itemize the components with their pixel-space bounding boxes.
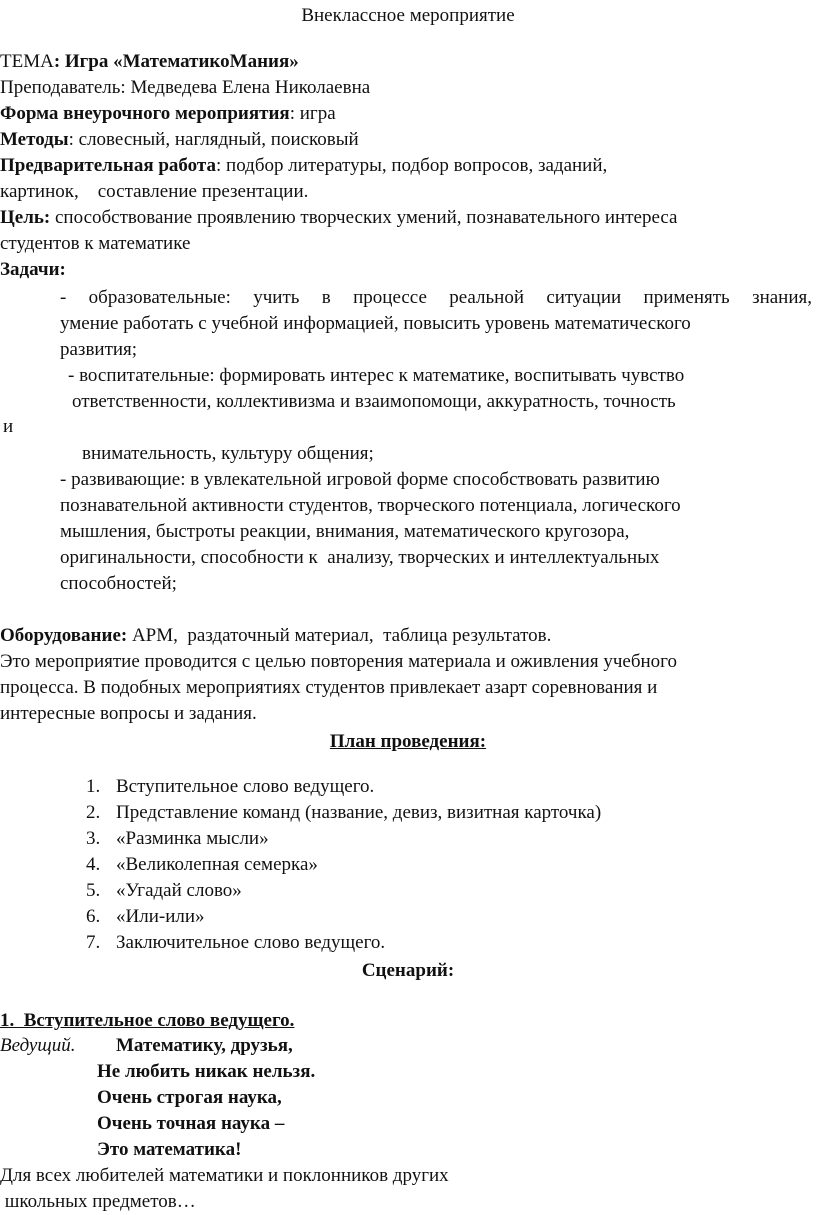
poem-line-text: Очень строгая наука, <box>97 1087 282 1108</box>
methods-label: Методы <box>0 129 69 150</box>
plan-item-text: «Угадай слово» <box>116 880 242 901</box>
plan-item-text: «Великолепная семерка» <box>116 854 318 875</box>
plan-title <box>0 729 816 755</box>
scenario-title-text: Сценарий: <box>361 960 455 981</box>
scenario-title <box>0 958 816 984</box>
closing-line-2: школьных предметов… <box>0 1191 196 1212</box>
plan-item <box>86 800 601 826</box>
equipment-value: АРМ, раздаточный материал, таблица результатов. <box>127 625 552 646</box>
goal-continued: студентов к математике <box>0 233 191 254</box>
preparation-value: : подбор литературы, подбор вопросов, заданий, <box>216 155 608 176</box>
plan-item-number: 3. <box>86 828 101 849</box>
goal-value: способствование проявлению творческих умений, познавательного интереса <box>50 207 678 228</box>
poem-line <box>97 1111 284 1137</box>
poem-line <box>97 1059 315 1085</box>
plan-item-text: Представление команд (название, девиз, визитная карточка) <box>116 802 602 823</box>
intro-paragraph-line-2: процесса. В подобных мероприятиях студентов привлекает азарт соревнования и <box>0 677 658 698</box>
form-label: Форма внеурочного мероприятия <box>0 103 290 124</box>
plan-item <box>86 774 374 800</box>
task-developing-line-4: оригинальности, способности к анализу, творческих и интеллектуальных <box>60 547 660 568</box>
task-educational-line-3: развития; <box>60 339 138 360</box>
plan-item-number: 1. <box>86 776 101 797</box>
topic-value: : Игра «МатематикоМания» <box>53 51 299 72</box>
poem-line-text: Математику, друзья, <box>116 1035 293 1056</box>
plan-item-text: «Разминка мысли» <box>116 828 269 849</box>
poem-line-text: Это математика! <box>97 1139 242 1160</box>
host-label-text: Ведущий. <box>0 1035 76 1056</box>
closing-line-1: Для всех любителей математики и поклонников других <box>0 1165 449 1186</box>
plan-title-text: План проведения: <box>329 731 487 752</box>
intro-paragraph-line-1: Это мероприятие проводится с целью повторения материала и оживления учебного <box>0 651 677 672</box>
host-label <box>0 1033 75 1059</box>
equipment-label: Оборудование: <box>0 625 128 646</box>
section-1-title-text: 1. Вступительное слово ведущего. <box>0 1010 295 1031</box>
tasks-heading <box>0 257 66 283</box>
task-upbringing-line-4: внимательность, культуру общения; <box>82 443 374 464</box>
form-line <box>0 101 336 127</box>
plan-item-text: Вступительное слово ведущего. <box>116 776 375 797</box>
plan-item-number: 5. <box>86 880 101 901</box>
task-upbringing-line-3: и <box>3 416 14 437</box>
intro-paragraph-line-3: интересные вопросы и задания. <box>0 703 257 724</box>
poem-line-text: Не любить никак нельзя. <box>97 1061 316 1082</box>
teacher-line: Преподаватель: Медведева Елена Николаевна <box>0 77 371 98</box>
poem-line <box>97 1137 241 1163</box>
section-1-title <box>0 1008 294 1034</box>
plan-item-number: 4. <box>86 854 101 875</box>
plan-item-number: 7. <box>86 932 101 953</box>
form-value: : игра <box>289 103 336 124</box>
task-developing-line-1: - развивающие: в увлекательной игровой форме способствовать развитию <box>60 469 660 490</box>
task-developing-line-3: мышления, быстроты реакции, внимания, математического кругозора, <box>60 521 630 542</box>
task-upbringing-line-2: ответственности, коллективизма и взаимопомощи, аккуратность, точность <box>72 391 676 412</box>
plan-item-text: «Или-или» <box>116 906 205 927</box>
preparation-label: Предварительная работа <box>0 155 216 176</box>
plan-item <box>86 826 269 852</box>
equipment-line <box>0 623 551 649</box>
topic-label: ТЕМА <box>0 51 54 72</box>
task-educational-line-2: умение работать с учебной информацией, повысить уровень математического <box>60 313 691 334</box>
plan-item <box>86 930 385 956</box>
tasks-label: Задачи: <box>0 259 66 280</box>
task-developing-line-2: познавательной активности студентов, творческого потенциала, логического <box>60 495 681 516</box>
methods-value: : словесный, наглядный, поисковый <box>68 129 359 150</box>
preparation-line <box>0 153 607 179</box>
poem-line <box>97 1085 282 1111</box>
goal-label: Цель: <box>0 207 51 228</box>
task-developing-line-5: способностей; <box>60 573 177 594</box>
plan-item <box>86 904 205 930</box>
plan-item-number: 2. <box>86 802 101 823</box>
topic-line <box>0 49 299 75</box>
goal-line <box>0 205 677 231</box>
task-upbringing-line-1: - воспитательные: формировать интерес к математике, воспитывать чувство <box>68 365 685 386</box>
poem-line <box>116 1033 293 1059</box>
plan-item <box>86 878 242 904</box>
plan-item <box>86 852 318 878</box>
plan-item-text: Заключительное слово ведущего. <box>116 932 386 953</box>
document-header: Внеклассное мероприятие <box>301 5 515 26</box>
plan-item-number: 6. <box>86 906 101 927</box>
methods-line <box>0 127 359 153</box>
preparation-continued: картинок, составление презентации. <box>0 181 309 202</box>
poem-line-text: Очень точная наука – <box>97 1113 285 1134</box>
task-educational-line-1: - образовательные: учить в процессе реальной ситуации применять знания, <box>60 287 812 308</box>
